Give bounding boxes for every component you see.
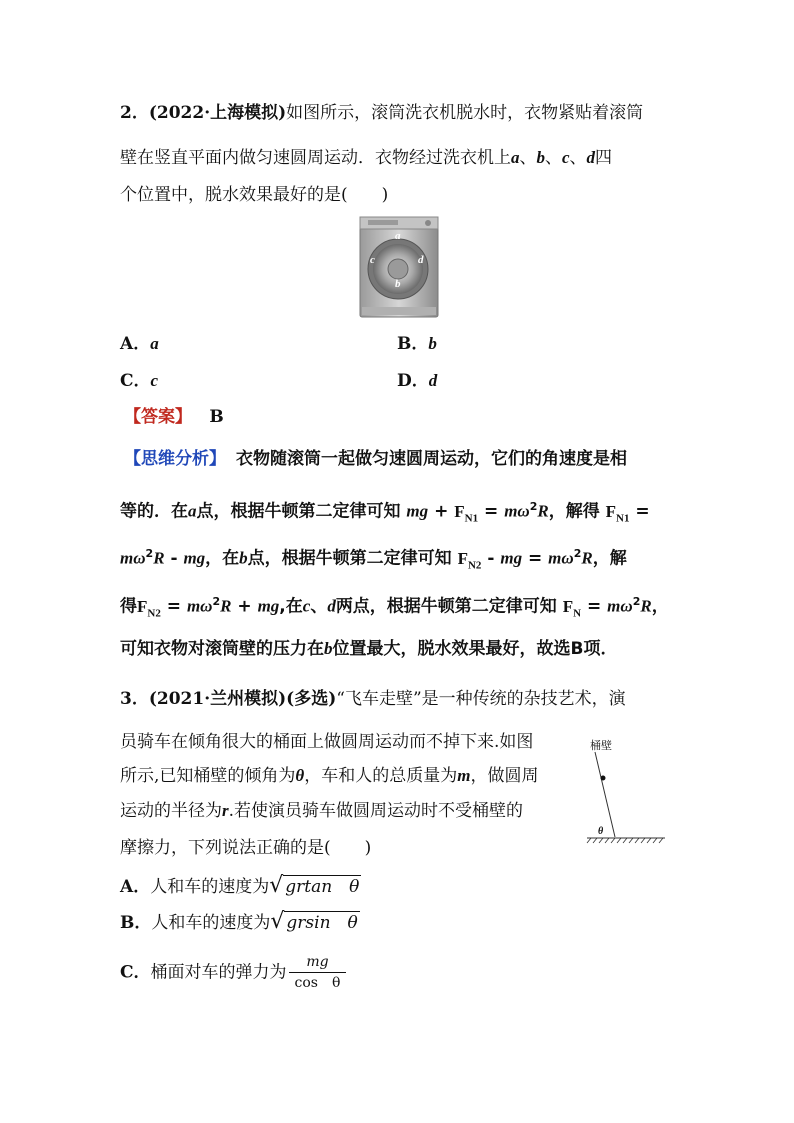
analysis-text-3c: ，解 <box>592 548 627 569</box>
q3-line3: 所示,已知桶壁的倾角为θ，车和人的总质量为m，做圆周 <box>120 766 539 786</box>
analysis-text-2a: 等的．在 <box>120 501 188 522</box>
q2-text-line3: 个位置中，脱水效果最好的是( ) <box>120 185 389 205</box>
analysis-text-4b: ,在 <box>279 596 303 617</box>
q3-number: 3． <box>120 689 149 709</box>
analysis-line1 <box>124 448 627 470</box>
q3-text-line4a: 运动的半径为 <box>120 801 222 821</box>
q2-option-a <box>120 333 159 355</box>
q2-option-c <box>120 370 158 392</box>
q2-source: (2022·上海模拟) <box>148 103 287 123</box>
q3-text-line2: 员骑车在倾角很大的桶面上做圆周运动而不掉下来.如图 <box>120 732 534 752</box>
q3-option-c-text: 桶面对车的弹力为 <box>150 962 287 983</box>
analysis-tag: 【思维分析】 <box>124 449 226 469</box>
q2-text-line1: 如图所示，滚筒洗衣机脱水时，衣物紧贴着滚筒 <box>286 103 644 123</box>
q2-line3 <box>120 184 388 206</box>
option-b-label: B． <box>397 334 429 354</box>
q3-option-a-label: A． <box>120 877 151 897</box>
q3-text-line1: “飞车走壁”是一种传统的杂技艺术，演 <box>336 689 626 709</box>
answer-tag: 【答案】 <box>124 407 192 427</box>
q3-option-b-radicand: grsin θ <box>286 913 358 933</box>
analysis-line5: 可知衣物对滚筒壁的压力在b位置最大，脱水效果最好，故选B项． <box>120 639 618 659</box>
analysis-text-1: 衣物随滚筒一起做匀速圆周运动，它们的角速度是相 <box>236 449 627 469</box>
q3-text-line3a: 所示,已知桶壁的倾角为 <box>120 766 296 786</box>
option-b-value: b <box>428 334 437 353</box>
analysis-text-3b: 点，根据牛顿第二定律可知 <box>247 548 452 569</box>
q3-line1 <box>120 688 626 710</box>
analysis-text-2c: ，解得 <box>548 501 600 522</box>
analysis-text-5b: 位置最大，脱水效果最好，故选B项． <box>332 639 618 659</box>
analysis-text-2b: 点，根据牛顿第二定律可知 <box>196 501 401 522</box>
q3-option-b-text: 人和车的速度为 <box>151 913 271 933</box>
q3-option-c <box>120 952 346 993</box>
q2-number: 2． <box>120 103 149 123</box>
q3-text-line5: 摩擦力，下列说法正确的是( ) <box>120 838 372 858</box>
q3-line2 <box>120 731 533 753</box>
analysis-text-4c: 两点，根据牛顿第二定律可知 <box>335 596 557 617</box>
fig-label-d: d <box>418 254 424 266</box>
letter-d: d <box>586 148 596 167</box>
q2-text-line2: 壁在竖直平面内做匀速圆周运动．衣物经过洗衣机上 <box>120 148 511 168</box>
q3-multi: (多选) <box>286 689 337 709</box>
fig-label-c: c <box>370 254 375 266</box>
fig-label-b: b <box>395 278 401 290</box>
analysis-line2: 等的．在a点，根据牛顿第二定律可知 mg + $F_{N1} = m\omega^2R$，解得 $F_{N1}$ = <box>120 500 650 525</box>
letter-a: a <box>511 148 520 167</box>
analysis-text-5a: 可知衣物对滚筒壁的压力在 <box>120 639 324 659</box>
q3-option-a-radicand: grtan θ <box>285 877 360 897</box>
q2-option-d <box>397 370 437 392</box>
q2-text-line2-end: 四 <box>595 148 613 168</box>
q2-line2: 壁在竖直平面内做匀速圆周运动．衣物经过洗衣机上a、b、c、d四 <box>120 148 613 168</box>
option-a-value: a <box>150 334 159 353</box>
q3-option-a-text: 人和车的速度为 <box>150 877 270 897</box>
option-d-value: d <box>428 371 438 390</box>
fig-label-a: a <box>395 230 401 242</box>
fraction-denominator: cos θ <box>294 975 341 991</box>
q3-line5 <box>120 837 371 859</box>
answer-value: B <box>209 407 224 427</box>
q3-text-line3b: ，车和人的总质量为 <box>304 766 458 786</box>
option-a-label: A． <box>120 334 151 354</box>
q3-option-a: A．人和车的速度为√ grtan θ <box>120 873 360 898</box>
answer-line <box>124 406 224 428</box>
option-c-value: c <box>150 371 159 390</box>
q3-line4: 运动的半径为r.若使演员骑车做圆周运动时不受桶壁的 <box>120 801 524 821</box>
q3-option-c-fraction <box>289 952 347 993</box>
theta-symbol: θ <box>295 766 305 785</box>
q3-text-line4b: .若使演员骑车做圆周运动时不受桶壁的 <box>228 801 524 821</box>
q3-text-line3c: ，做圆周 <box>470 766 539 786</box>
q3-option-b-label: B． <box>120 913 152 933</box>
fig-theta-label: θ <box>598 826 604 837</box>
analysis-text-3a: ，在 <box>205 548 240 569</box>
q3-option-c-label: C． <box>120 962 151 983</box>
letter-c: c <box>562 148 570 167</box>
analysis-text-4a: 得 <box>120 596 137 617</box>
fraction-numerator: mg <box>289 952 347 973</box>
analysis-line4: 得$F_{N2} = m\omega^2R$ + mg,在c、d两点，根据牛顿第二定律可知 $F_N = m\omega^2R$， <box>120 595 669 620</box>
option-c-label: C． <box>120 371 151 391</box>
letter-b: b <box>536 148 545 167</box>
q2-line1 <box>120 102 643 124</box>
bucket-wall-label: 桶壁 <box>590 739 612 752</box>
q3-option-b: B．人和车的速度为√ grsin θ <box>120 909 358 934</box>
option-d-label: D． <box>397 371 429 391</box>
analysis-line3: $m\omega^2R$ - mg，在b点，根据牛顿第二定律可知 $F_{N2}$ - mg = $m\omega^2R$，解 <box>120 547 627 572</box>
q3-source: (2021·兰州模拟) <box>148 689 287 709</box>
q2-option-b <box>397 333 437 355</box>
